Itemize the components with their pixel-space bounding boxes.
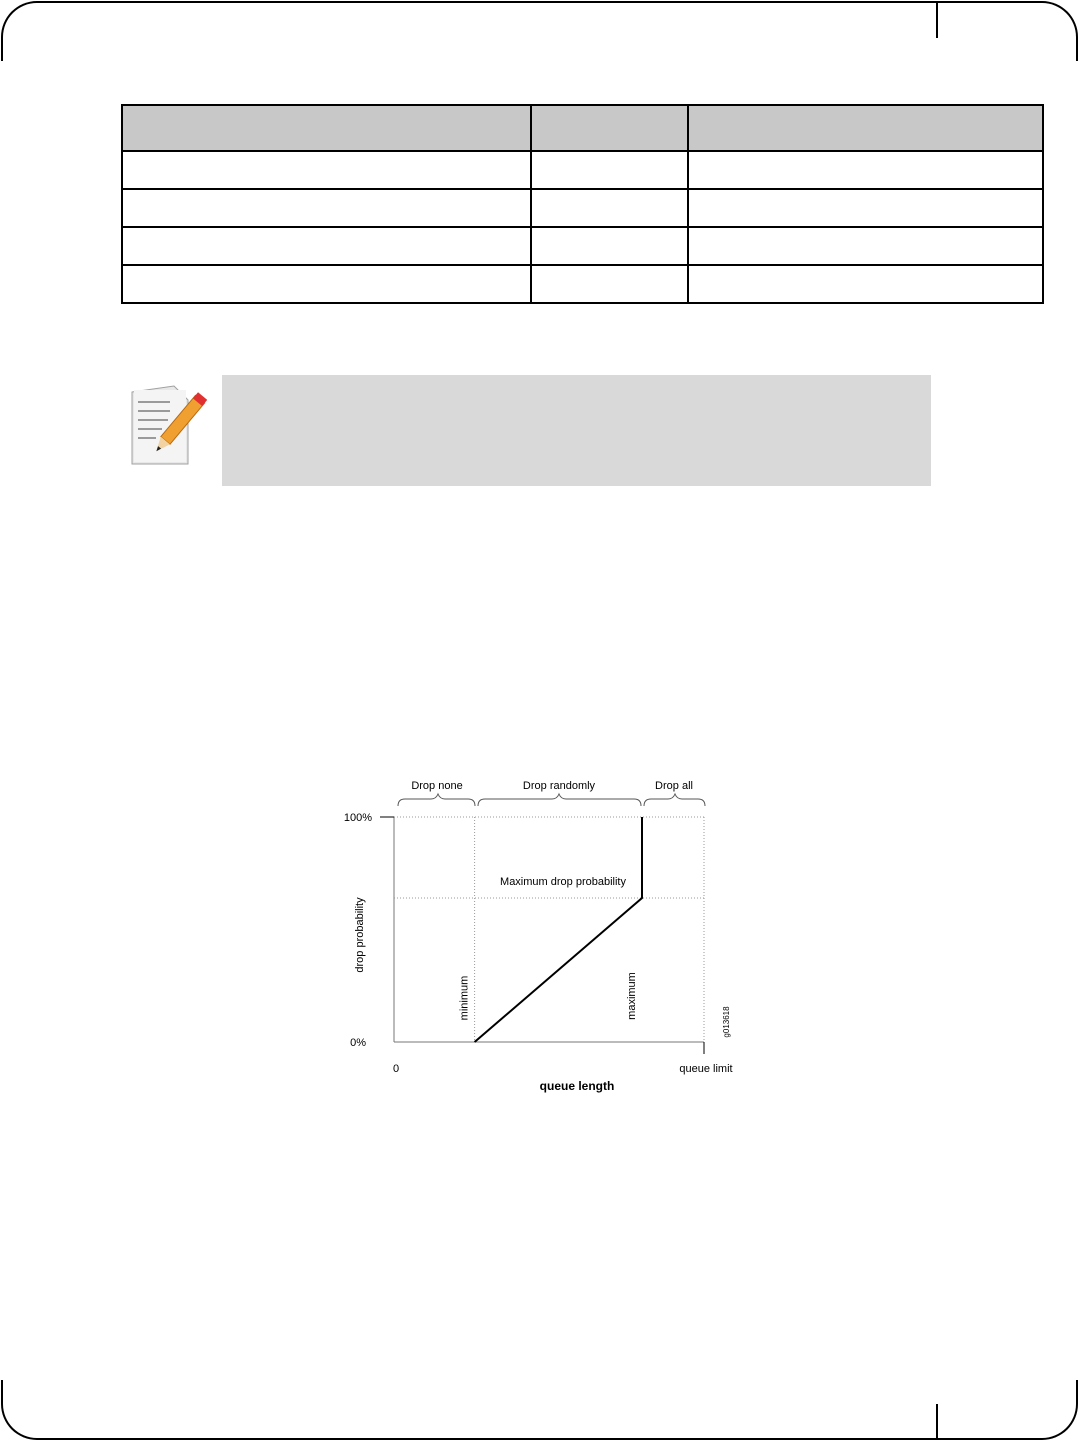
x-axis-label: queue length (539, 1079, 615, 1093)
table-cell (122, 265, 531, 303)
table-row (122, 265, 1043, 303)
bracket-drop-randomly (478, 794, 641, 806)
table-cell (688, 189, 1043, 227)
table-header-cell (122, 105, 531, 151)
table-header-cell (688, 105, 1043, 151)
table-cell (531, 265, 688, 303)
table-cell (122, 189, 531, 227)
bracket-drop-none (398, 794, 475, 806)
table-cell (688, 151, 1043, 189)
region-label-drop-randomly: Drop randomly (522, 780, 596, 792)
table-cell (688, 265, 1043, 303)
figure-id: g013618 (722, 1006, 731, 1038)
footer-divider (936, 1404, 938, 1440)
x-tick-label-queue-limit: queue limit (679, 1063, 733, 1075)
bracket-drop-all (644, 794, 705, 806)
series-line-drop-probability (475, 817, 642, 1042)
table-cell (122, 151, 531, 189)
data-table (121, 104, 1044, 304)
page-header-frame (1, 1, 1078, 61)
table-row (122, 189, 1043, 227)
y-tick-label-100: 100% (343, 812, 372, 824)
x-tick-label-0: 0 (392, 1063, 400, 1075)
y-axis-label: drop probability (354, 897, 366, 973)
marker-label-minimum: minimum (458, 975, 471, 1021)
table-cell (531, 189, 688, 227)
note-pencil-icon (130, 384, 208, 466)
table-cell (688, 227, 1043, 265)
note-box (222, 375, 931, 486)
table-cell (531, 151, 688, 189)
table-row (122, 227, 1043, 265)
marker-label-maximum: maximum (626, 972, 638, 1020)
page-footer-frame (1, 1380, 1078, 1440)
table-header-cell (531, 105, 688, 151)
table-header-row (122, 105, 1043, 151)
header-divider (936, 1, 938, 38)
region-label-drop-all: Drop all (655, 780, 693, 792)
region-label-drop-none: Drop none (411, 780, 463, 792)
table-cell (122, 227, 531, 265)
y-tick-label-0: 0% (350, 1037, 366, 1049)
table-row (122, 151, 1043, 189)
drop-profile-chart (330, 770, 750, 1100)
annotation-max-drop-probability: Maximum drop probability (500, 876, 626, 888)
table-cell (531, 227, 688, 265)
